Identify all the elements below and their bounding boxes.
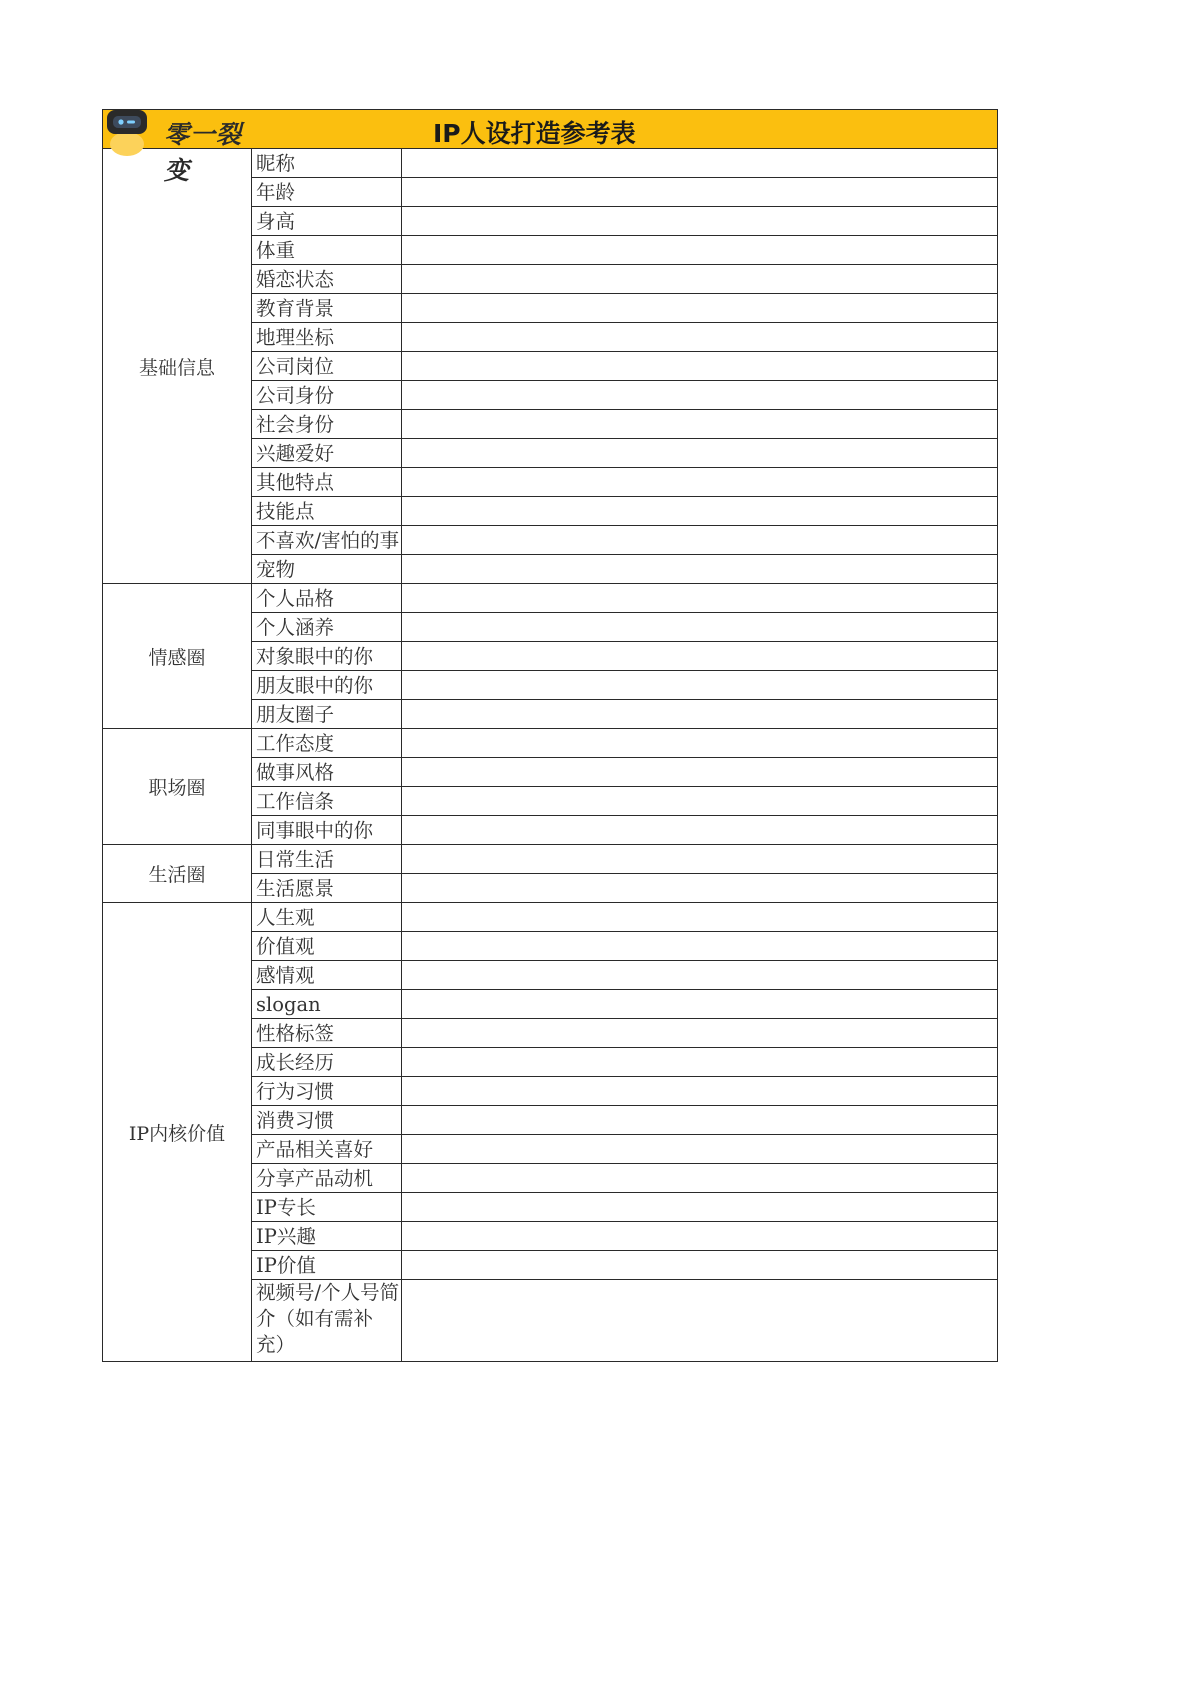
table-row xyxy=(252,1222,997,1251)
section-label: 生活圈 xyxy=(103,845,251,903)
robot-mascot-icon xyxy=(103,108,163,160)
field-value-cell[interactable] xyxy=(402,526,997,554)
field-value-cell[interactable] xyxy=(402,236,997,264)
field-value-cell[interactable] xyxy=(402,1019,997,1047)
field-value-cell[interactable] xyxy=(402,1251,997,1279)
field-label: 宠物 xyxy=(252,555,402,583)
field-value-cell[interactable] xyxy=(402,1077,997,1105)
field-value-cell[interactable] xyxy=(402,468,997,496)
field-label: 昵称 xyxy=(252,149,402,177)
field-value-cell[interactable] xyxy=(402,178,997,206)
brand-logo xyxy=(103,110,263,185)
field-value-cell[interactable] xyxy=(402,903,997,931)
field-label: 朋友眼中的你 xyxy=(252,671,402,699)
field-value-cell[interactable] xyxy=(402,410,997,438)
field-label: 成长经历 xyxy=(252,1048,402,1076)
field-label: 身高 xyxy=(252,207,402,235)
field-label: 不喜欢/害怕的事 xyxy=(252,526,402,554)
field-label: 社会身份 xyxy=(252,410,402,438)
table-row xyxy=(252,1251,997,1280)
field-value-cell[interactable] xyxy=(402,671,997,699)
field-label: 个人品格 xyxy=(252,584,402,612)
table-row xyxy=(252,787,997,816)
field-label: 性格标签 xyxy=(252,1019,402,1047)
field-value-cell[interactable] xyxy=(402,1222,997,1250)
field-label: 行为习惯 xyxy=(252,1077,402,1105)
field-value-cell[interactable] xyxy=(402,1048,997,1076)
field-label: slogan xyxy=(252,990,402,1018)
table-row xyxy=(252,845,997,874)
table-row xyxy=(252,1280,997,1361)
table-row xyxy=(252,323,997,352)
field-label: 价值观 xyxy=(252,932,402,960)
section-label: 基础信息 xyxy=(103,149,251,584)
field-rows xyxy=(252,149,997,1361)
table-row xyxy=(252,700,997,729)
table-row xyxy=(252,961,997,990)
table-row xyxy=(252,526,997,555)
table-row xyxy=(252,439,997,468)
field-label: 地理坐标 xyxy=(252,323,402,351)
field-label: 视频号/个人号简介（如有需补充） xyxy=(252,1280,402,1361)
table-row xyxy=(252,584,997,613)
section-label: 情感圈 xyxy=(103,584,251,729)
field-label: 对象眼中的你 xyxy=(252,642,402,670)
field-value-cell[interactable] xyxy=(402,323,997,351)
table-row xyxy=(252,265,997,294)
table-row xyxy=(252,410,997,439)
field-label: IP价值 xyxy=(252,1251,402,1279)
field-value-cell[interactable] xyxy=(402,729,997,757)
field-label: 朋友圈子 xyxy=(252,700,402,728)
field-label: 婚恋状态 xyxy=(252,265,402,293)
table-row xyxy=(252,381,997,410)
field-label: 兴趣爱好 xyxy=(252,439,402,467)
table-row xyxy=(252,816,997,845)
field-value-cell[interactable] xyxy=(402,990,997,1018)
table-title: IP人设打造参考表 xyxy=(433,119,636,148)
table-row xyxy=(252,1077,997,1106)
field-value-cell[interactable] xyxy=(402,439,997,467)
field-value-cell[interactable] xyxy=(402,294,997,322)
field-value-cell[interactable] xyxy=(402,1135,997,1163)
field-value-cell[interactable] xyxy=(402,845,997,873)
table-row xyxy=(252,149,997,178)
field-value-cell[interactable] xyxy=(402,758,997,786)
table-row xyxy=(252,352,997,381)
table-row xyxy=(252,874,997,903)
field-value-cell[interactable] xyxy=(402,381,997,409)
table-row xyxy=(252,729,997,758)
table-row xyxy=(252,236,997,265)
reference-table xyxy=(102,109,998,1362)
table-row xyxy=(252,1106,997,1135)
brand-name: 零一裂变 xyxy=(164,120,243,185)
field-value-cell[interactable] xyxy=(402,932,997,960)
field-value-cell[interactable] xyxy=(402,584,997,612)
section-label: 职场圈 xyxy=(103,729,251,845)
field-value-cell[interactable] xyxy=(402,149,997,177)
field-value-cell[interactable] xyxy=(402,1164,997,1192)
table-row xyxy=(252,178,997,207)
field-label: 感情观 xyxy=(252,961,402,989)
table-row xyxy=(252,1135,997,1164)
field-label: 消费习惯 xyxy=(252,1106,402,1134)
field-label: 产品相关喜好 xyxy=(252,1135,402,1163)
field-value-cell[interactable] xyxy=(402,497,997,525)
field-label: 日常生活 xyxy=(252,845,402,873)
field-label: 个人涵养 xyxy=(252,613,402,641)
table-row xyxy=(252,1164,997,1193)
field-label: 其他特点 xyxy=(252,468,402,496)
section-column xyxy=(103,149,252,1361)
field-value-cell[interactable] xyxy=(402,207,997,235)
table-row xyxy=(252,1193,997,1222)
table-row xyxy=(252,990,997,1019)
table-row xyxy=(252,555,997,584)
field-value-cell[interactable] xyxy=(402,816,997,844)
table-row xyxy=(252,642,997,671)
field-label: 技能点 xyxy=(252,497,402,525)
field-label: 体重 xyxy=(252,236,402,264)
field-value-cell[interactable] xyxy=(402,874,997,902)
table-row xyxy=(252,294,997,323)
table-row xyxy=(252,758,997,787)
table-body xyxy=(103,149,997,1361)
table-row xyxy=(252,207,997,236)
field-value-cell[interactable] xyxy=(402,787,997,815)
table-row xyxy=(252,613,997,642)
field-value-cell[interactable] xyxy=(402,265,997,293)
field-label: IP兴趣 xyxy=(252,1222,402,1250)
field-label: 分享产品动机 xyxy=(252,1164,402,1192)
field-label: 公司身份 xyxy=(252,381,402,409)
field-value-cell[interactable] xyxy=(402,352,997,380)
field-label: 工作态度 xyxy=(252,729,402,757)
field-label: 年龄 xyxy=(252,178,402,206)
field-label: 工作信条 xyxy=(252,787,402,815)
field-value-cell[interactable] xyxy=(402,1106,997,1134)
table-row xyxy=(252,1048,997,1077)
field-value-cell[interactable] xyxy=(402,642,997,670)
table-row xyxy=(252,671,997,700)
field-value-cell[interactable] xyxy=(402,1280,997,1361)
field-label: 做事风格 xyxy=(252,758,402,786)
field-value-cell[interactable] xyxy=(402,961,997,989)
table-row xyxy=(252,903,997,932)
field-value-cell[interactable] xyxy=(402,555,997,583)
field-label: 人生观 xyxy=(252,903,402,931)
field-label: IP专长 xyxy=(252,1193,402,1221)
field-value-cell[interactable] xyxy=(402,1193,997,1221)
table-row xyxy=(252,1019,997,1048)
table-row xyxy=(252,468,997,497)
table-row xyxy=(252,932,997,961)
field-value-cell[interactable] xyxy=(402,700,997,728)
field-label: 公司岗位 xyxy=(252,352,402,380)
field-label: 生活愿景 xyxy=(252,874,402,902)
section-label: IP内核价值 xyxy=(128,1122,226,1145)
field-label: 同事眼中的你 xyxy=(252,816,402,844)
table-row xyxy=(252,497,997,526)
field-label: 教育背景 xyxy=(252,294,402,322)
field-value-cell[interactable] xyxy=(402,613,997,641)
